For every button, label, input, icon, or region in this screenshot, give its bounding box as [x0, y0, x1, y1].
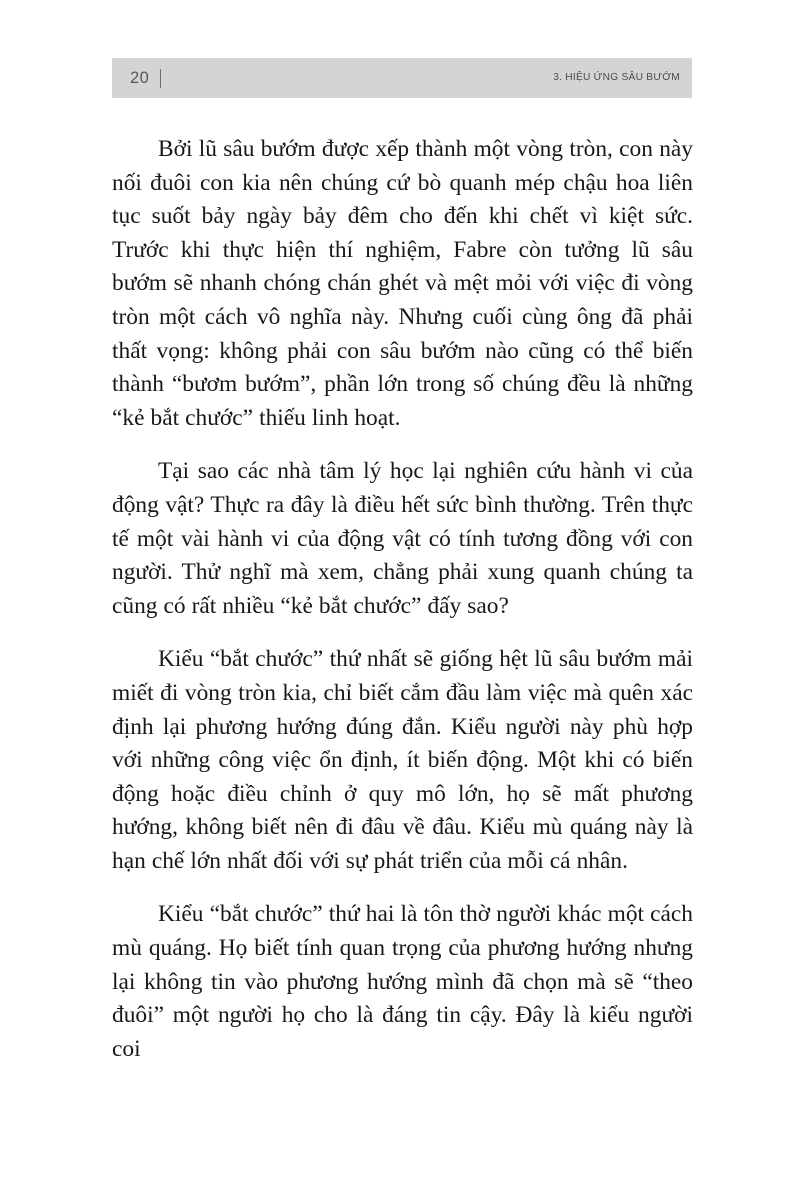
page-number: 20	[130, 68, 150, 87]
running-header	[112, 58, 692, 98]
folio-group	[130, 69, 161, 88]
paragraph: Tại sao các nhà tâm lý học lại nghiên cứu hành vi của động vật? Thực ra đây là điều hết sức bình thường. Trên thực tế một vài hành vi của động vật có tính tương đồng với con người. Thử nghĩ mà xem, chẳng phải xung quanh chúng ta cũng có rất nhiều “kẻ bắt chước” đấy sao?	[112, 458, 693, 619]
chapter-running-title: 3. HIỆU ỨNG SÂU BƯỚM	[553, 71, 680, 83]
paragraph: Kiểu “bắt chước” thứ nhất sẽ giống hệt lũ sâu bướm mải miết đi vòng tròn kia, chỉ biết cắm đầu làm việc mà quên xác định lại phương hướng đúng đắn. Kiểu người này phù hợp với những công việc ổn định, ít biến động. Một khi có biến động hoặc điều chỉnh ở quy mô lớn, họ sẽ mất phương hướng, không biết nên đi đâu về đâu. Kiểu mù quáng này là hạn chế lớn nhất đối với sự phát triển của mỗi cá nhân.	[112, 646, 693, 874]
paragraph: Kiểu “bắt chước” thứ hai là tôn thờ người khác một cách mù quáng. Họ biết tính quan trọng của phương hướng nhưng lại không tin vào phương hướng mình đã chọn mà sẽ “theo đuôi” một người họ cho là đáng tin cậy. Đây là kiểu người coi	[112, 901, 693, 1062]
body-text-column	[112, 133, 693, 1066]
vertical-rule-divider	[160, 69, 161, 88]
paragraph: Bởi lũ sâu bướm được xếp thành một vòng tròn, con này nối đuôi con kia nên chúng cứ bò quanh mép chậu hoa liên tục suốt bảy ngày bảy đêm cho đến khi chết vì kiệt sức. Trước khi thực hiện thí nghiệm, Fabre còn tưởng lũ sâu bướm sẽ nhanh chóng chán ghét và mệt mỏi với việc đi vòng tròn một cách vô nghĩa này. Nhưng cuối cùng ông đã phải thất vọng: không phải con sâu bướm nào cũng có thể biến thành “bươm bướm”, phần lớn trong số chúng đều là những “kẻ bắt chước” thiếu linh hoạt.	[112, 136, 693, 431]
